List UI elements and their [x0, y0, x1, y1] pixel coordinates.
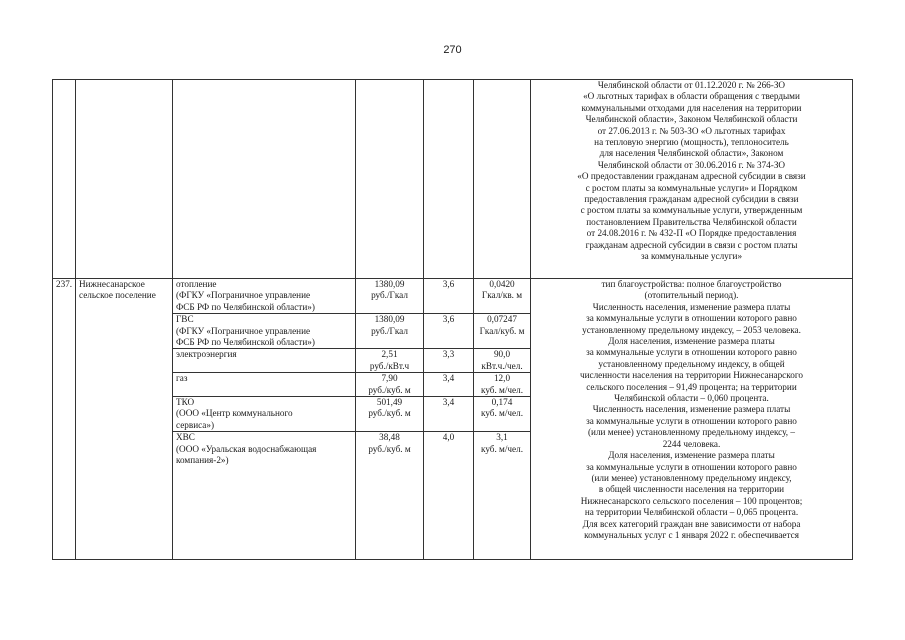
- text-line: (или менее) установленному предельному индексу, –: [588, 427, 795, 438]
- text-line: установленному предельному индексу, в общей: [598, 358, 785, 369]
- text-line: гражданам адресной субсидии в связи с ростом платы: [585, 239, 798, 250]
- text-line: с ростом платы за коммунальные услуги» и Порядком: [585, 182, 798, 193]
- text-line: тип благоустройства: полное благоустройство: [601, 279, 782, 289]
- text-line: постановлением Правительства Челябинской области: [586, 216, 797, 227]
- text-line: от 27.06.2013 г. № 503-ЗО «О льготных тарифах: [597, 125, 786, 136]
- text-line: за коммунальные услуги в отношении которого равно: [586, 461, 797, 472]
- text-line: Доля населения, изменение размера платы: [608, 336, 775, 347]
- settlement-name: Нижнесанарское сельское поселение: [76, 279, 173, 560]
- tariff-value: 38,48 руб./куб. м: [356, 432, 424, 560]
- volume-value: 0,0420 Гкал/кв. м: [474, 279, 531, 314]
- tariff-value: 1380,09 руб./Гкал: [356, 279, 424, 314]
- cell-empty: [173, 80, 356, 279]
- index-value: 3,4: [424, 397, 474, 432]
- text-line: за коммунальные услуги в отношении которого равно: [586, 415, 797, 426]
- text-line: за коммунальные услуги в отношении которого равно: [586, 313, 797, 324]
- cell-empty: [53, 80, 76, 279]
- text-line: на территории Челябинской области – 0,065 процента.: [584, 507, 799, 518]
- text-line: для населения Челябинской области», Законом: [599, 148, 784, 159]
- text-line: от 24.08.2016 г. № 432-П «О Порядке предоставления: [586, 228, 797, 239]
- text-line: Челябинской области», Законом Челябинской области: [585, 114, 798, 125]
- volume-value: 3,1 куб. м/чел.: [474, 432, 531, 560]
- continuation-text-cell: [531, 80, 853, 279]
- text-line: Челябинской области – 0,060 процента.: [614, 393, 769, 404]
- index-value: 3,6: [424, 279, 474, 314]
- tariff-value: 501,49 руб./куб. м: [356, 397, 424, 432]
- text-line: на тепловую энергию (мощность), теплоноситель: [594, 137, 789, 148]
- text-line: Для всех категорий граждан вне зависимости от набора: [582, 518, 801, 529]
- text-line: с ростом платы за коммунальные услуги, утвержденным: [580, 205, 803, 216]
- text-line: Нижнесанарского сельского поселения – 100 процентов;: [580, 495, 803, 506]
- text-line: Челябинской области от 01.12.2020 г. № 266-ЗО: [597, 80, 786, 90]
- text-line: (или менее) установленному предельному индексу,: [591, 472, 792, 483]
- service-name: отопление (ФГКУ «Пограничное управление ФСБ РФ по Челябинской области»): [173, 279, 356, 314]
- text-line: «О предоставлении гражданам адресной субсидии в связи: [577, 171, 806, 182]
- entry-number: 237.: [53, 279, 76, 560]
- volume-value: 90,0 кВт.ч./чел.: [474, 349, 531, 373]
- volume-value: 0,07247 Гкал/куб. м: [474, 314, 531, 349]
- text-line: численности населения на территории Нижнесанарского: [579, 370, 803, 381]
- tariff-value: 2,51 руб./кВт.ч: [356, 349, 424, 373]
- tariff-value: 1380,09 руб./Гкал: [356, 314, 424, 349]
- text-line: установленному предельному индексу, – 2053 человека.: [582, 324, 801, 335]
- service-row-heating: [53, 279, 853, 314]
- service-name: ТКО (ООО «Центр коммунального сервиса»): [173, 397, 356, 432]
- text-line: Численность населения, изменение размера платы: [592, 404, 791, 415]
- service-name: ГВС (ФГКУ «Пограничное управление ФСБ РФ по Челябинской области»): [173, 314, 356, 349]
- text-line: коммунальных услуг с 1 января 2022 г. обеспечивается: [584, 529, 799, 540]
- text-line: Челябинской области от 30.06.2016 г. № 374-ЗО: [597, 159, 786, 170]
- text-line: за коммунальные услуги»: [640, 251, 743, 262]
- text-line: сельского поселения – 91,49 процента; на территории: [586, 381, 797, 392]
- text-line: «О льготных тарифах в области обращения с твердыми: [583, 91, 800, 102]
- volume-value: 0,174 куб. м/чел.: [474, 397, 531, 432]
- text-line: предоставления гражданам адресной субсидии в связи: [584, 194, 799, 205]
- text-line: за коммунальные услуги в отношении которого равно: [586, 347, 797, 358]
- cell-empty: [474, 80, 531, 279]
- cell-empty: [356, 80, 424, 279]
- text-line: 2244 человека.: [662, 438, 721, 449]
- cell-empty: [76, 80, 173, 279]
- text-line: (отопительный период).: [644, 290, 739, 301]
- tariff-value: 7,90 руб./куб. м: [356, 373, 424, 397]
- text-line: Доля населения, изменение размера платы: [608, 450, 775, 461]
- volume-value: 12,0 куб. м/чел.: [474, 373, 531, 397]
- text-line: в общей численности населения на территории: [598, 484, 785, 495]
- service-name: газ: [173, 373, 356, 397]
- description-cell: [531, 279, 853, 560]
- index-value: 4,0: [424, 432, 474, 560]
- index-value: 3,4: [424, 373, 474, 397]
- index-value: 3,6: [424, 314, 474, 349]
- service-name: ХВС (ООО «Уральская водоснабжающая компания-2»): [173, 432, 356, 560]
- tariff-table: [52, 79, 853, 560]
- continuation-row: [53, 80, 853, 279]
- page-number: 270: [443, 44, 462, 56]
- index-value: 3,3: [424, 349, 474, 373]
- cell-empty: [424, 80, 474, 279]
- text-line: Численность населения, изменение размера платы: [592, 301, 791, 312]
- text-line: коммунальными отходами для населения на территории: [581, 102, 802, 113]
- service-name: электроэнергия: [173, 349, 356, 373]
